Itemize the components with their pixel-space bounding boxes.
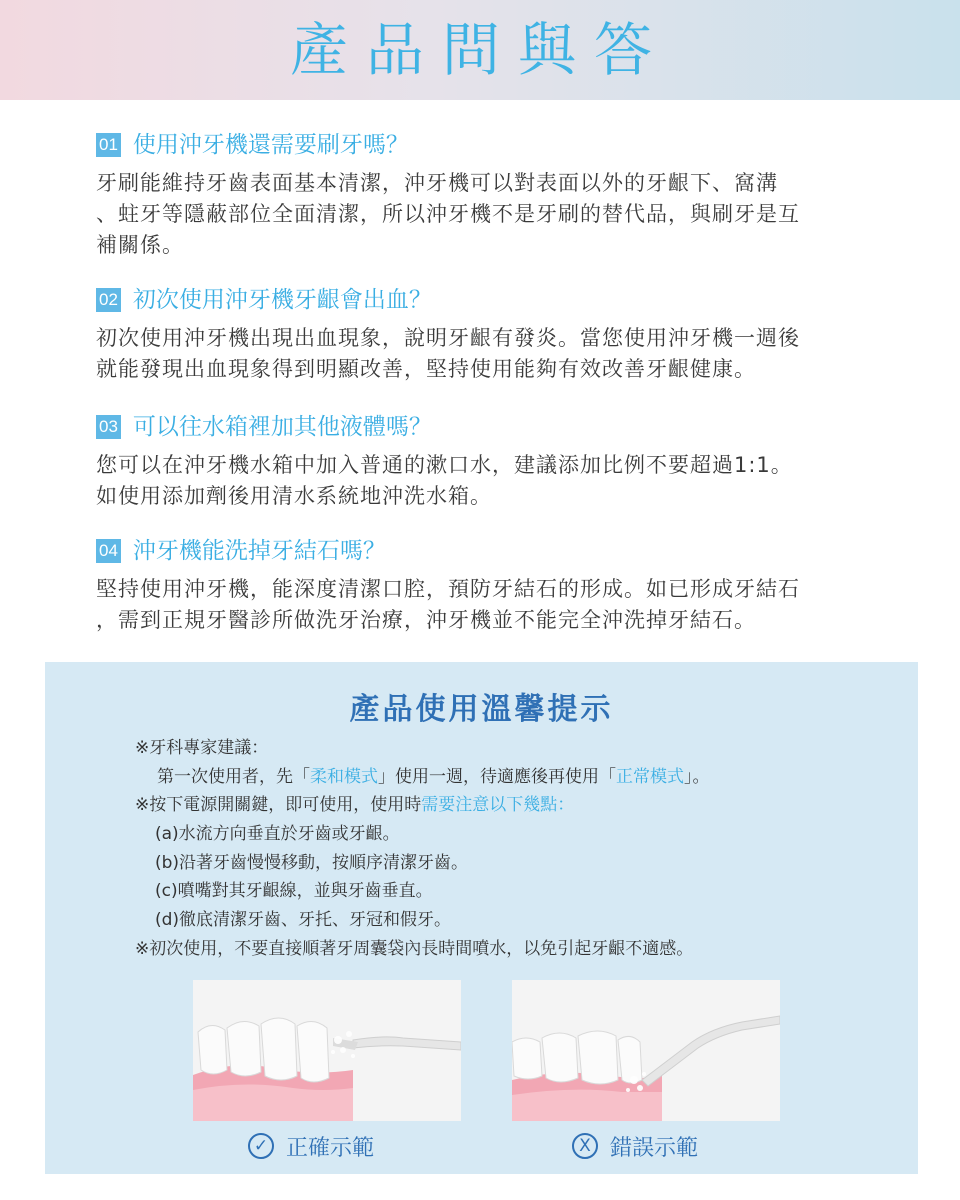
tip-point-b: (b)沿著牙齒慢慢移動，按順序清潔牙齒。 [155, 852, 469, 873]
question-title: 可以往水箱裡加其他液體嗎？ [132, 414, 432, 440]
tips-title: 產品使用溫馨提示 [349, 692, 614, 727]
advice-text: 」使用一週，待適應後再使用「 [378, 766, 616, 787]
power-text: ※按下電源開關鍵，即可使用，使用時 [135, 795, 422, 816]
first-use-warning: ※初次使用，不要直接順著牙周囊袋內長時間噴水，以免引起牙齦不適感。 [135, 938, 694, 959]
x-circle-icon: X [572, 1133, 598, 1159]
question-number-badge: 04 [96, 539, 121, 563]
tip-point-c: (c)噴嘴對其牙齦線，並與牙齒垂直。 [155, 881, 433, 902]
question-title: 使用沖牙機還需要刷牙嗎？ [132, 132, 409, 158]
question-number-badge: 01 [96, 133, 121, 157]
check-circle-icon: ✓ [248, 1133, 274, 1159]
qa-item-2 [96, 283, 896, 385]
correct-demo-caption [248, 1130, 374, 1162]
answer-line: 補關係。 [96, 233, 184, 257]
wrong-label: 錯誤示範 [610, 1135, 699, 1161]
wrong-demo-caption [572, 1130, 698, 1162]
answer-line: 堅持使用沖牙機，能深度清潔口腔，預防牙結石的形成。如已形成牙結石 [96, 577, 800, 601]
correct-demo-image [193, 980, 461, 1121]
question-number-badge: 02 [96, 288, 121, 312]
qa-item-1 [96, 128, 896, 261]
answer-line: 您可以在沖牙機水箱中加入普通的漱口水，建議添加比例不要超過1:1。 [96, 453, 793, 477]
answer-line: 就能發現出血現象得到明顯改善，堅持使用能夠有效改善牙齦健康。 [96, 357, 756, 381]
answer-line: ，需到正規牙醫診所做洗牙治療，沖牙機並不能完全沖洗掉牙結石。 [96, 608, 756, 632]
expert-heading: ※牙科專家建議： [135, 738, 269, 758]
answer-text [96, 450, 896, 512]
answer-text [96, 574, 896, 636]
power-highlight: 需要注意以下幾點： [421, 795, 575, 816]
question-title: 初次使用沖牙機牙齦會出血？ [132, 287, 432, 313]
answer-text [96, 168, 896, 261]
correct-label: 正確示範 [286, 1135, 375, 1161]
qa-item-4 [96, 534, 896, 636]
answer-text [96, 323, 896, 385]
tip-point-d: (d)徹底清潔牙齒、牙托、牙冠和假牙。 [155, 910, 452, 931]
tip-point-a: (a)水流方向垂直於牙齒或牙齦。 [155, 824, 400, 845]
qa-item-3 [96, 410, 896, 512]
tips-body [135, 734, 875, 964]
advice-text: 第一次使用者，先「 [157, 766, 310, 787]
expert-advice [135, 763, 875, 792]
advice-text: 」。 [684, 766, 710, 787]
answer-line: 、蛀牙等隱蔽部位全面清潔，所以沖牙機不是牙刷的替代品，與刷牙是互 [96, 202, 800, 226]
wrong-demo-image [512, 980, 780, 1121]
answer-line: 牙刷能維持牙齒表面基本清潔，沖牙機可以對表面以外的牙齦下、窩溝 [96, 171, 778, 195]
normal-mode-text: 正常模式 [616, 766, 684, 787]
answer-line: 如使用添加劑後用清水系統地沖洗水箱。 [96, 484, 492, 508]
usage-tips-panel [45, 662, 918, 1174]
power-instruction [135, 791, 875, 820]
soft-mode-text: 柔和模式 [310, 766, 378, 787]
question-title: 沖牙機能洗掉牙結石嗎？ [132, 538, 386, 564]
question-number-badge: 03 [96, 415, 121, 439]
answer-line: 初次使用沖牙機出現出血現象，說明牙齦有發炎。當您使用沖牙機一週後 [96, 326, 800, 350]
page-header [0, 0, 960, 100]
page-title: 產品問與答 [289, 16, 670, 84]
